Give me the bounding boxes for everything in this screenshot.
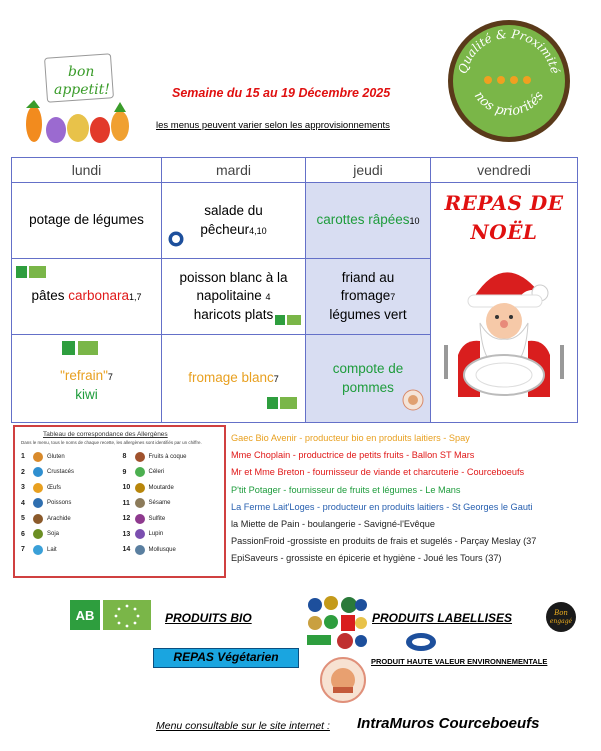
day-header-mardi: mardi (162, 158, 306, 183)
dish-text: pommes (342, 379, 394, 395)
legend-labelled-products: PRODUITS LABELLISES (372, 611, 513, 625)
ab-eu-bio-icons (62, 341, 98, 360)
allergen-number: 14 (122, 546, 131, 554)
allergen-number: 9 (122, 468, 127, 476)
allergen-icon (135, 529, 145, 539)
allergen-label: Lupin (148, 531, 164, 538)
dish-text: carottes râpées (316, 212, 410, 228)
allergen-icon (135, 545, 145, 555)
hve-logos-icon (405, 632, 437, 657)
website-label: Menu consultable sur le site internet : (156, 720, 330, 732)
supplier-item: P'tit Potager - fournisseur de fruits et légumes - Le Mans (231, 484, 461, 495)
allergen-icon (33, 529, 43, 539)
dish-text: friand au (341, 270, 395, 286)
supplier-item: Mr et Mme Breton - fournisseur de viande et charcuterie - Courceboeufs (231, 467, 525, 478)
allergen-label: Fruits à coque (148, 453, 187, 460)
ab-eu-bio-icons (16, 265, 46, 283)
supplier-item: EpiSaveurs - grossiste en épicerie et hygiène - Joué les Tours (37) (231, 553, 502, 564)
allergen-number: 3 (21, 484, 25, 492)
allergen-number: 1 (21, 453, 25, 461)
dish-text: pêcheur (200, 221, 250, 237)
dish-text: compote de (332, 361, 404, 377)
menu-notice: les menus peuvent varier selon les approvisionnements (156, 120, 390, 131)
allergen-ref: 4,10 (249, 225, 267, 236)
allergen-icon (33, 467, 43, 477)
dish-text: fromage blanc (188, 370, 274, 386)
svg-text:Bon: Bon (554, 609, 568, 617)
allergen-item (123, 498, 219, 509)
allergen-item (123, 451, 219, 462)
allergen-icon (33, 498, 43, 508)
jeudi-main (306, 259, 431, 335)
allergen-item (21, 498, 117, 509)
supplier-item: Gaec Bio Avenir - producteur bio en produits laitiers - Spay (231, 433, 470, 443)
allergen-icon (135, 498, 145, 508)
allergen-item (123, 513, 219, 524)
jeudi-dessert (306, 335, 431, 423)
allergen-label: Sulfite (148, 515, 166, 522)
legend-high-environmental-value: PRODUIT HAUTE VALEUR ENVIRONNEMENTALE (371, 657, 548, 666)
bon-appetit-logo (16, 50, 144, 146)
supplier-list (231, 430, 581, 568)
allergen-number: 6 (21, 530, 25, 538)
allergen-icon (33, 483, 43, 493)
quality-proximity-logo (446, 18, 572, 144)
allergen-item (21, 467, 117, 478)
supplier-item: la Miette de Pain - boulangerie - Savigné-l'Evêque (231, 519, 436, 530)
weekly-menu-table (11, 157, 578, 423)
christmas-meal-title-2: NOËL (470, 220, 538, 244)
allergen-icon (135, 483, 145, 493)
day-header-vendredi: vendredi (431, 158, 578, 183)
allergen-ref: 7 (390, 292, 396, 303)
supplier-item: Mme Choplain - productrice de petits fruits - Ballon ST Mars (231, 450, 475, 461)
dish-text: carbonara (68, 288, 130, 304)
svg-text:nos priorités: nos priorités (470, 88, 548, 120)
allergen-number: 10 (122, 484, 131, 492)
dish-text: poisson blanc à la (179, 270, 288, 286)
dish-text: salade du (204, 203, 263, 219)
dish-text: pâtes (31, 288, 69, 304)
dish-text: napolitaine (196, 288, 266, 304)
mardi-dessert (162, 335, 306, 423)
allergen-label: Œufs (47, 484, 62, 491)
mardi-starter (162, 183, 306, 259)
jeudi-starter (306, 183, 431, 259)
day-header-jeudi: jeudi (306, 158, 431, 183)
allergen-item (21, 544, 117, 555)
allergen-icon (33, 545, 43, 555)
dish-text: potage de légumes (29, 212, 144, 228)
allergen-ref: 1,7 (129, 292, 142, 303)
allergen-label: Crustacés (47, 469, 75, 476)
allergen-table-title: Tableau de correspondance des Allergènes (43, 431, 168, 438)
allergen-icon (135, 452, 145, 462)
supplier-item: PassionFroid -grossiste en produits de frais et sugelés - Parçay Meslay (37 (231, 536, 537, 547)
allergen-label: Mollusque (148, 546, 176, 553)
legend-organic-products: PRODUITS BIO (165, 611, 252, 625)
dish-text: légumes vert (329, 306, 407, 322)
ab-eu-bio-icons (267, 396, 297, 414)
allergen-item (21, 513, 117, 524)
allergen-item (21, 482, 117, 493)
svg-text:engagé: engagé (549, 618, 573, 625)
bon-engage-logo (545, 601, 577, 638)
dish-text: haricots plats (193, 306, 274, 322)
allergen-label: Lait (47, 546, 57, 553)
allergen-number: 11 (122, 499, 130, 507)
allergen-label: Céleri (148, 469, 165, 476)
quality-labels-cluster-icon (303, 595, 369, 659)
allergen-list (21, 451, 218, 555)
allergen-number: 13 (122, 530, 131, 538)
allergen-number: 5 (21, 515, 25, 523)
ab-eu-bio-icons (275, 312, 301, 330)
svg-text:Qualité & Proximité: Qualité & Proximité (455, 26, 563, 76)
allergen-icon (135, 514, 145, 524)
vendredi-christmas-meal (431, 183, 578, 423)
allergen-ref: 7 (107, 372, 113, 383)
svg-text:appetit!: appetit! (54, 82, 110, 98)
lundi-dessert (12, 335, 162, 423)
svg-text:bon: bon (68, 64, 95, 80)
allergen-item (123, 467, 219, 478)
santa-plate-illustration (431, 257, 577, 412)
allergen-label: Gluten (47, 453, 65, 460)
allergen-table-note: Dans le menu, tous le noms de chaque recette, les allergènes sont identifiés par un chiffre. (21, 440, 202, 445)
allergen-item (123, 544, 219, 555)
allergen-ref: 7 (273, 374, 279, 385)
hve-seal-icon (402, 389, 424, 416)
allergen-correspondence-table (13, 425, 226, 578)
hve-seal-large-icon (320, 657, 366, 708)
allergen-number: 2 (21, 468, 25, 476)
allergen-icon (33, 452, 43, 462)
allergen-label: Moutarde (148, 484, 174, 491)
mardi-main (162, 259, 306, 335)
ab-logo-icon (70, 600, 100, 635)
allergen-label: Arachide (47, 515, 71, 522)
allergen-number: 7 (21, 546, 25, 554)
dish-text: "refrain" (60, 368, 108, 384)
christmas-meal-title: REPAS DE (444, 191, 564, 215)
allergen-item (123, 529, 219, 540)
day-header-lundi: lundi (12, 158, 162, 183)
allergen-item (21, 451, 117, 462)
dish-text: kiwi (75, 386, 98, 402)
msc-label-icon (168, 231, 184, 252)
week-title: Semaine du 15 au 19 Décembre 2025 (172, 86, 391, 100)
allergen-label: Soja (47, 531, 60, 538)
allergen-ref: 4 (265, 292, 271, 303)
allergen-icon (135, 467, 145, 477)
allergen-label: Sésame (148, 500, 171, 507)
website-name: IntraMuros Courceboeufs (357, 715, 540, 732)
supplier-item: La Ferme Lait'Loges - producteur en produits laitiers - St Georges le Gauti (231, 501, 533, 512)
svg-text:AB: AB (75, 608, 95, 623)
lundi-main (12, 259, 162, 335)
allergen-ref: 10 (409, 216, 420, 227)
allergen-number: 4 (21, 499, 25, 507)
allergen-number: 8 (122, 453, 127, 461)
allergen-item (123, 482, 219, 493)
lundi-starter (12, 183, 162, 259)
allergen-number: 12 (122, 515, 131, 523)
eu-organic-leaf-icon (103, 600, 151, 635)
legend-vegetarian-meal: REPAS Végétarien (153, 648, 299, 668)
allergen-label: Poissons (47, 500, 72, 507)
dish-text: fromage (340, 288, 391, 304)
allergen-icon (33, 514, 43, 524)
allergen-item (21, 529, 117, 540)
